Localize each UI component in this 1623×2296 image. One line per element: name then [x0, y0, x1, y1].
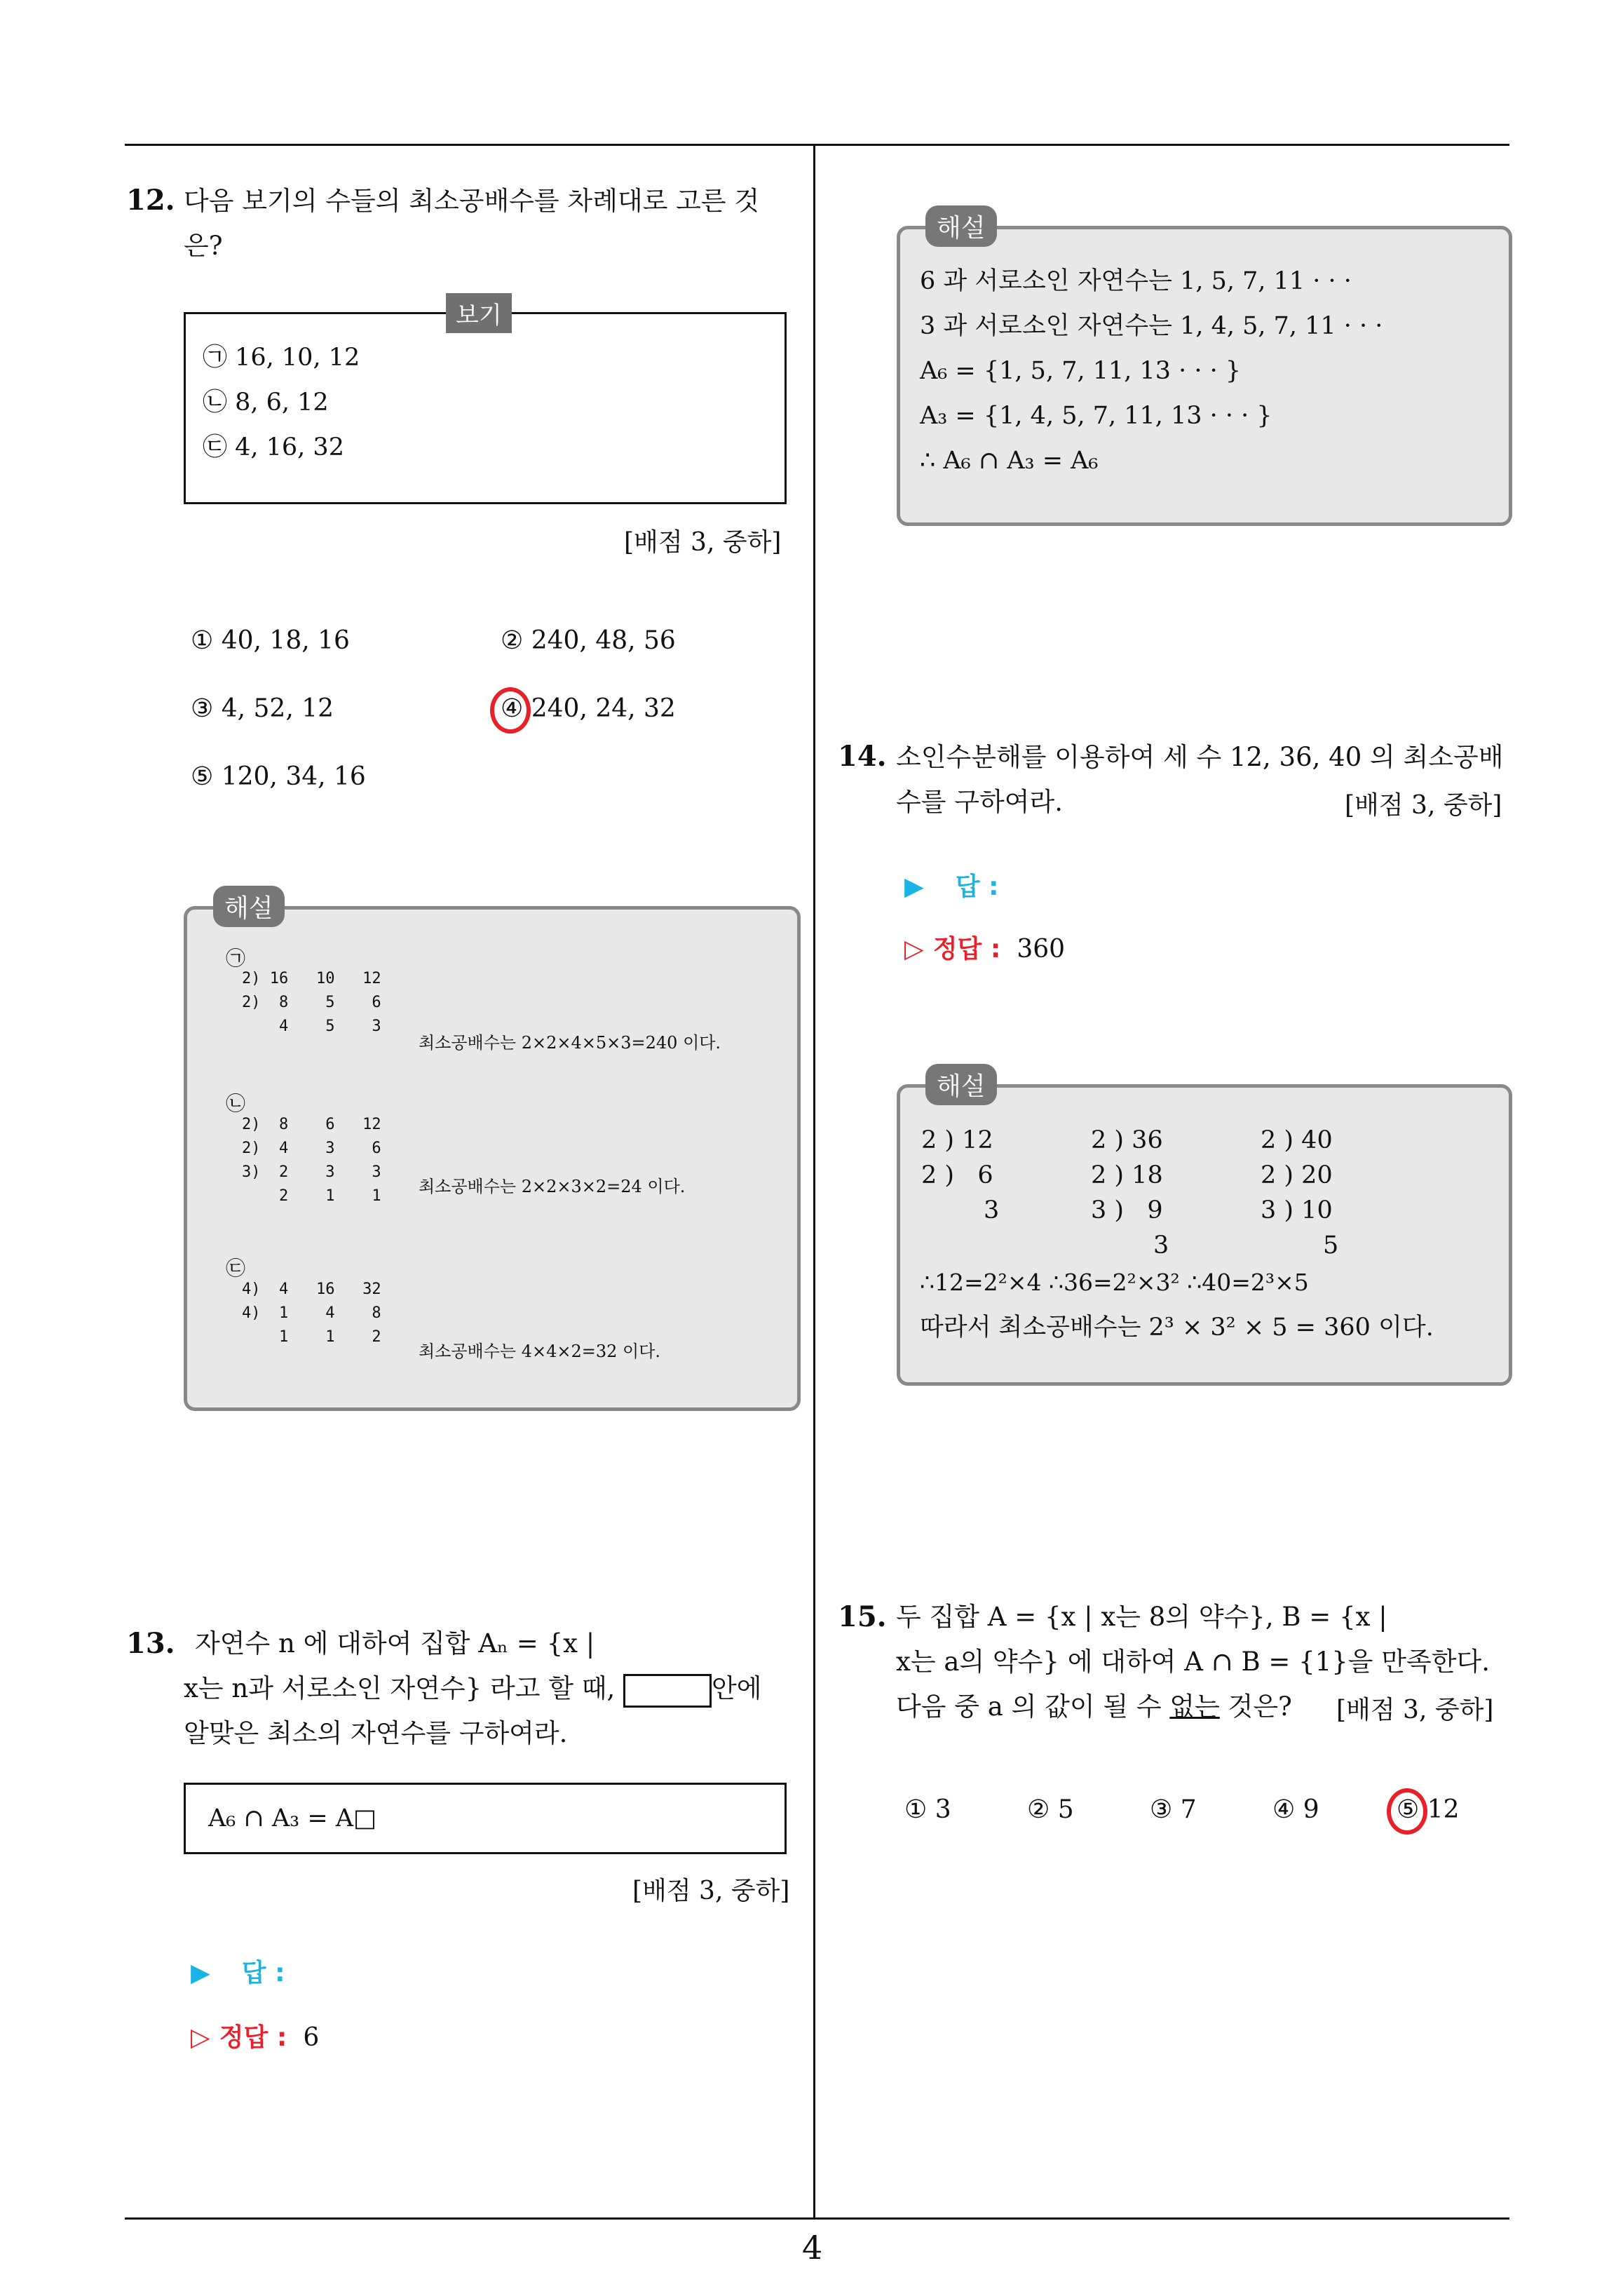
top-rule [125, 144, 1509, 146]
q13-line1: 자연수 n 에 대하여 집합 Aₙ = {x | [195, 1628, 595, 1659]
bogi-item-1: ㉠ 16, 10, 12 [203, 344, 360, 372]
q12-bogi-list [203, 335, 360, 470]
q15-line2: x는 a의 약수} 에 대하여 A ∩ B = {1}을 만족한다. [896, 1647, 1490, 1677]
q14-solution-title: 해설 [925, 1064, 997, 1105]
sol-b-division: 2) 8 6 12 2) 4 3 6 3) 2 3 3 2 1 1 [242, 1116, 381, 1205]
q14-line1: 소인수분해를 이용하여 세 수 12, 36, 40 의 최소공배 [896, 742, 1504, 772]
q13-sol-line-5: ∴ A₆ ∩ A₃ = A₆ [920, 447, 1099, 475]
q14-correct-row [904, 929, 1065, 965]
q14-solution-box [897, 1084, 1512, 1386]
q13-answer-label: 답 : [241, 1959, 285, 1987]
q15-selected-circle [1387, 1788, 1427, 1835]
q13-solution-title: 해설 [925, 205, 997, 247]
q13-line2-wrap [184, 1666, 801, 1711]
q13-correct-row [191, 2018, 319, 2053]
sol-c-label: ㉢ [226, 1257, 246, 1280]
q13-sol-line-3: A₆ = {1, 5, 7, 11, 13 · · · } [920, 357, 1242, 385]
q14-division-36: 2 ) 36 2 ) 18 3 ) 9 3 [1091, 1126, 1169, 1260]
q12-question [184, 179, 801, 269]
q14-line2: 수를 구하여라. [896, 787, 1063, 817]
q12-choice-2[interactable]: ② 240, 48, 56 [501, 626, 676, 655]
q12-selected-circle [490, 687, 531, 734]
q14-factor-line: ∴12=2²×4 ∴36=2²×3² ∴40=2³×5 [920, 1269, 1309, 1296]
q14-answer-row [904, 867, 999, 903]
answer-arrow-icon: ▶ [904, 872, 924, 901]
q13-correct-label: 정답 : [219, 2023, 287, 2052]
q12-solution-title: 해설 [213, 886, 285, 927]
q14-score: [배점 3, 중하] [1345, 791, 1502, 820]
q13-expression-box [184, 1783, 787, 1854]
q12-line1: 다음 보기의 수들의 최소공배수를 차례대로 고른 것 [184, 186, 760, 216]
q12-solution-box [184, 906, 801, 1411]
q13-blank-box [623, 1674, 712, 1708]
q15-score: [배점 3, 중하] [1336, 1696, 1494, 1724]
q15-line3b: 것은? [1228, 1691, 1292, 1722]
q15-line3 [896, 1684, 1292, 1729]
q14-correct-label: 정답 : [932, 935, 1001, 964]
q13-question [195, 1621, 805, 1666]
q14-division-40: 2 ) 40 2 ) 20 3 ) 10 5 [1261, 1126, 1339, 1260]
page-number: 4 [802, 2229, 823, 2267]
q13-line2b: 안에 [711, 1673, 762, 1703]
sol-c-note: 최소공배수는 4×4×2=32 이다. [419, 1342, 661, 1361]
q15-line3-underlined: 없는 [1169, 1691, 1220, 1722]
sol-b-note: 최소공배수는 2×2×3×2=24 이다. [419, 1177, 686, 1196]
bogi-item-3: ㉢ 4, 16, 32 [203, 433, 344, 461]
sol-a-division: 2) 16 10 12 2) 8 5 6 4 5 3 [242, 970, 381, 1035]
q14-answer-label: 답 : [955, 872, 999, 901]
column-divider [813, 144, 815, 2220]
sol-c-division: 4) 4 16 32 4) 1 4 8 1 1 2 [242, 1281, 381, 1346]
q13-sol-line-4: A₃ = {1, 4, 5, 7, 11, 13 · · · } [920, 402, 1272, 430]
q13-solution-lines [920, 259, 1383, 483]
sol-a-note: 최소공배수는 2×2×4×5×3=240 이다. [419, 1033, 721, 1053]
q15-choice-3[interactable]: ③ 7 [1150, 1795, 1197, 1824]
q13-solution-box [897, 226, 1512, 526]
q12-line2: 은? [184, 231, 223, 261]
q15-choice-4[interactable]: ④ 9 [1272, 1795, 1319, 1824]
sol-a-label: ㉠ [226, 947, 246, 970]
q12-bogi-box [184, 312, 787, 504]
bottom-rule [125, 2217, 1509, 2220]
q13-line2a: x는 n과 서로소인 자연수} 라고 할 때, [184, 1673, 616, 1703]
sol-b-label: ㉡ [226, 1092, 246, 1115]
q15-number: 15. [838, 1600, 887, 1633]
q13-line3: 알맞은 최소의 자연수를 구하여라. [184, 1718, 568, 1748]
q12-choice-1[interactable]: ① 40, 18, 16 [191, 626, 350, 655]
correct-arrow-icon: ▷ [191, 2023, 210, 2052]
q13-sol-line-1: 6 과 서로소인 자연수는 1, 5, 7, 11 · · · [920, 267, 1352, 295]
q12-choice-4-value: 240, 24, 32 [531, 694, 676, 723]
correct-arrow-icon: ▷ [904, 935, 924, 964]
q15-choice-5-mark: ⑤ [1397, 1795, 1420, 1824]
q12-choice-5[interactable]: ⑤ 120, 34, 16 [191, 762, 366, 791]
q15-line3a: 다음 중 a 의 값이 될 수 [896, 1691, 1162, 1722]
q14-number: 14. [838, 740, 887, 773]
answer-arrow-icon: ▶ [191, 1959, 210, 1987]
q14-correct-value: 360 [1017, 935, 1066, 964]
q13-sol-line-2: 3 과 서로소인 자연수는 1, 4, 5, 7, 11 · · · [920, 312, 1383, 340]
q12-choice-4-mark: ④ [501, 694, 524, 723]
q13-expression: A₆ ∩ A₃ = A□ [208, 1804, 377, 1832]
q15-line1: 두 집합 A = {x | x는 8의 약수}, B = {x | [896, 1602, 1387, 1632]
q12-number: 12. [126, 184, 175, 217]
q12-score: [배점 3, 중하] [624, 528, 782, 557]
q14-conclusion: 따라서 최소공배수는 2³ × 3² × 5 = 360 이다. [920, 1314, 1434, 1342]
q13-score: [배점 3, 중하] [632, 1877, 790, 1905]
bogi-item-2: ㉡ 8, 6, 12 [203, 389, 329, 417]
q13-number: 13. [126, 1627, 175, 1660]
q15-choice-2[interactable]: ② 5 [1027, 1795, 1074, 1824]
q14-division-12: 2 ) 12 2 ) 6 3 [921, 1126, 1000, 1224]
q15-choice-5-value: 12 [1427, 1795, 1460, 1824]
q15-choice-1[interactable]: ① 3 [904, 1795, 951, 1824]
q12-bogi-title: 보기 [446, 293, 512, 333]
q12-choice-3[interactable]: ③ 4, 52, 12 [191, 694, 334, 723]
q13-correct-value: 6 [303, 2023, 320, 2052]
q13-answer-row [191, 1953, 285, 1989]
